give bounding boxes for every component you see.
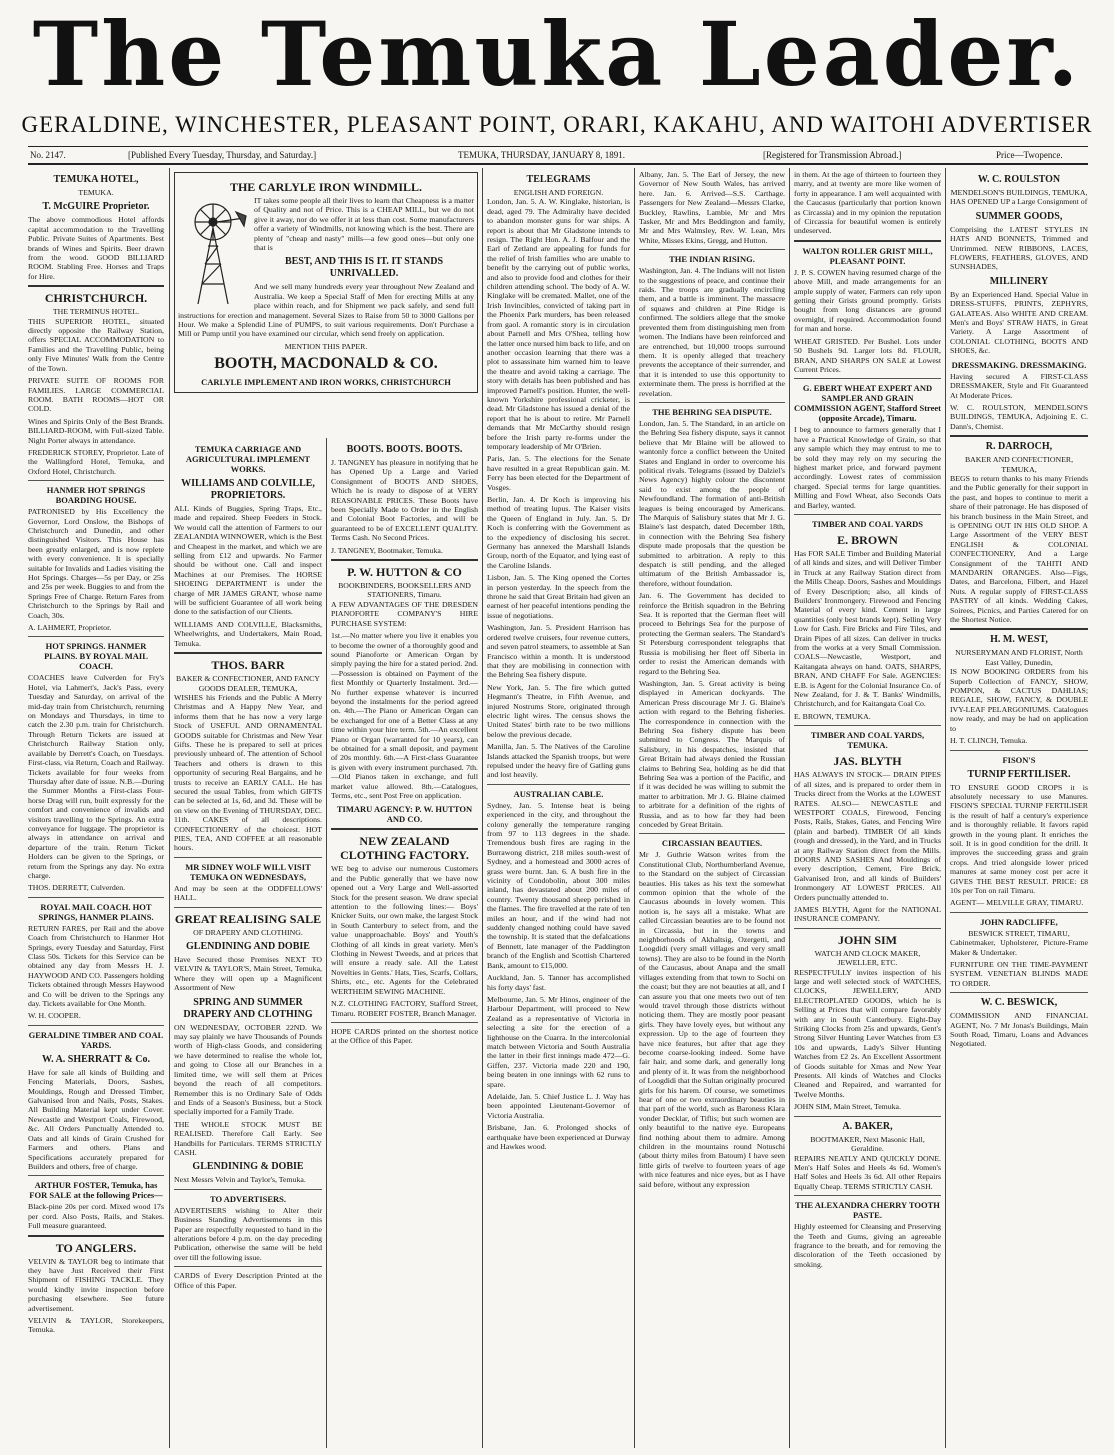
ad-heading: H. M. WEST,: [990, 634, 1048, 646]
news-text: Jan. 6. The Government has decided to reinforce the British squadron in the Behring Sea. It is reported that the German fleet will proceed to Behrings Sea for the purpose of protecting the German sealers. The Standard's St Petersburg correspondent telegraphs that Russia is mobilising her fleet off Siberia in order to resist the American demands with regard to the Behring Sea.: [639, 591, 785, 676]
ad-text: THIS SUPERIOR HOTEL, situated directly opposite the Railway Station, offers SPECIAL ACCOMMODATION to Families and the Travelling Public, being only Five Minutes' Walk from the Centre of the Town.: [28, 316, 164, 373]
ad-text: And may be seen at the ODDFELLOWS' HALL.: [174, 883, 322, 903]
ad-heading: HANMER HOT SPRINGS BOARDING HOUSE.: [46, 485, 146, 506]
ad-text: The above commodious Hotel affords capital accommodation to the Travelling Public. Private Suites of Apartments. Best brands of Wines and Spirits. Beer drawn from the wood. GOOD BILLIARD ROOM. Stabling Free. Horses and Traps for Hire.: [28, 215, 164, 281]
ad-heading: GLENDINING & DOBIE: [192, 1161, 304, 1173]
ad-heading: JOHN SIM: [837, 932, 897, 947]
ad-subheading: NURSERYMAN AND FLORIST, North East Valley, Dunedin,: [955, 648, 1083, 667]
section-heading: TELEGRAMS: [526, 174, 591, 185]
ad-heading: GERALDINE TIMBER AND COAL YARDS.: [28, 1029, 164, 1050]
ad-text: THE WHOLE STOCK MUST BE REALISED. Therefore Call Early. See Handbills for Particulars. TERMS STRICTLY CASH.: [174, 1119, 322, 1157]
ad-subheading: BOOKBINDERS, BOOKSELLERS AND STATIONERS, Timaru.: [338, 581, 471, 600]
ad-heading: ROYAL MAIL COACH. HOT SPRINGS, HANMER PLAINS.: [38, 901, 154, 922]
news-text: Paris, Jan. 5. The elections for the Senate have resulted in a great Republican gain. M. Ferry has been elected for the Department of Vosges.: [487, 454, 630, 492]
section-heading: THE INDIAN RISING.: [669, 254, 755, 265]
ad-heading: MR SIDNEY WOLF WILL VISIT TEMUKA ON WEDNESDAYS,: [185, 861, 311, 882]
ad-heading: WILLIAMS AND COLVILLE, PROPRIETORS.: [181, 478, 315, 501]
column-2: [174, 440, 322, 1448]
ad-heading: TEMUKA CARRIAGE AND AGRICULTURAL IMPLEMENT WORKS.: [185, 444, 311, 474]
ad-text: W. H. COOPER.: [28, 1011, 81, 1021]
masthead: [0, 0, 1114, 145]
ad-heading: THOS. BARR: [211, 658, 285, 673]
ad-heading: W. C. BESWICK,: [980, 997, 1058, 1009]
ad-heading: T. McGUIRE Proprietor.: [42, 201, 150, 213]
ad-text: VELVIN & TAYLOR beg to intimate that they have Just Received their First Shipment of FISHING TACKLE. They would kindly invite inspection before purchasing elsewhere. See future advertisement.: [28, 1256, 164, 1313]
ad-text: E. BROWN, TEMUKA.: [794, 711, 871, 721]
ad-heading: DRESSMAKING. DRESSMAKING.: [951, 359, 1087, 370]
ad-subheading: THE TERMINUS HOTEL.: [52, 307, 140, 317]
ad-text: Has FOR SALE Timber and Building Material of all kinds and sizes, and will Deliver Timber in Truck at any Railway Station direct from the Mills Cheap. Doors, Sashes and Mouldings of Every Description; also, all kinds of Builders' Ironmongery. Firewood and Fencing Material of every kind. Cement in large quantities (only best brands kept). Selling Very Low for Cash. Fire Bricks and Fire Tiles, and Drain Pipes of all sizes. Can deliver in trucks from the works at a very Small Commission. COALS—Newcastle, Westport, and Kaitangata always on hand. OATS, SHARPS, BRAN, AND CHAFF For Sale. AGENCIES: E.B. is Agent for the Colonial Insurance Co. of New Zealand, for J. & T. Banks' Windmills, Christchurch, and for Kaitangata Coal Co.: [794, 548, 941, 709]
column-5: [639, 170, 785, 1448]
windmill-ad: [174, 170, 478, 438]
ad-text: ALL Kinds of Buggies, Spring Traps, Etc., made and repaired. Sheep Feeders in Stock. We would call the attention of Farmers to our ZEALANDIA WINNOWER, which is the Best and Cheapest in the market, and which we are selling from £12 and upwards. No Farmer should be without one. Call and inspect Machines at our Premises. The HORSE SHOEING DEPARTMENT is under the charge of MR JAMES GRANT, whose name will be sufficient Guarantee of all work being done to the satisfaction of our Clients.: [174, 504, 322, 617]
ad-heading: R. DARROCH,: [985, 441, 1053, 453]
ad-heading: TIMARU AGENCY: P. W. HUTTON AND CO.: [336, 804, 473, 825]
newspaper-subtitle: GERALDINE, WINCHESTER, PLEASANT POINT, ORARI, KAKAHU, AND WAITOHI ADVERTISER: [21, 112, 1093, 137]
windmill-illustration: [178, 198, 248, 306]
news-text: Albany, Jan. 5. The Earl of Jersey, the new Governor of New South Wales, has arrived here. Jan. 6. Arrived—S.S. Carthage. Passengers for New Zealand—Messrs Clarke, Buckley, Rawlins, Lambie, Mr and Mrs Tasker, Mr and Mrs Beddington and family, Mr and Mrs Walmsley, Rev. W. Lean, Mrs White, Misses Ekins, Gregg, and Hutton.: [639, 170, 785, 245]
ad-heading: TO ADVERTISERS.: [209, 1193, 287, 1204]
ad-text: By an Experienced Hand. Special Value in DRESS-STUFFS, PRINTS, ZEPHYRS, GALATEAS. Also WHITE AND CREAM. Men's and Boys' STRAW HATS, in Great Variety. A Large Assortment of COLONIAL CLOTHING, BOOTS AND SHOES, &c.: [950, 289, 1088, 356]
news-text: Washington, Jan. 5. Great activity is being displayed in American dockyards. The American Press discourage Mr J. G. Blaine's action with regard to the Behring fisheries. The correspondence in connection with the Behring Sea fishery dispute has been submitted to Congress. The Marquis of Salisbury, in his despatches, insisted that Great Britain had always denied the Russian claims to Behring Sea, holding as he did that Behring Sea was a portion of the Pacific, and if it was decided he was willing to submit the matter to arbitration. Mr J. G. Blaine claimed to arbitrate for a definition of the rights of Russia, and as to how far they had been conceded by Great Britain.: [639, 678, 785, 829]
ad-text: WILLIAMS AND COLVILLE, Blacksmiths, Wheelwrights, and Undertakers, Main Road, Temuka.: [174, 619, 322, 648]
news-text: Washington, Jan. 5. President Harrison has ordered twelve cruisers, four revenue cutters, and seven patrol steamers, to assemble at San Francisco within a month. It is understood that they are mobilising in connection with the Behring Sea fishery dispute.: [487, 623, 630, 680]
ad-subheading: TEMUKA.: [78, 188, 114, 197]
column-1: [28, 170, 164, 1448]
news-text: Brisbane, Jan. 6. Prolonged shocks of earthquake have been experienced at Durway and Hawkes wood.: [487, 1123, 630, 1151]
registration-note: [Registered for Transmission Abroad.]: [763, 150, 902, 160]
ad-heading: THE ALEXANDRA CHERRY TOOTH PASTE.: [795, 1200, 940, 1221]
section-heading: AUSTRALIAN CABLE.: [513, 788, 604, 799]
news-text: Sydney, Jan. 5. Intense heat is being experienced in the city, and throughout the colony generally the temperature ranging from 97 to 113 degrees in the shade. Tremendous bush fires are raging in the Burrawong district, 218 miles south-west of Sydney, and a homestead and 3000 acres of grass were burnt. Jan. 6. A bush fire in the vicinity of Condobolin, about 300 miles inland, has devastated about 200 miles of country. Twenty thousand sheep perished in the flames. The fire travelled at the rate of ten miles an hour, and if the wind had not suddenly changed nothing could have saved the township. It is stated that the defalcations of Bennett, late manager of the Paddington branch of the English and Scottish Chartered Bank, amount to £15,000.: [487, 800, 630, 970]
column-7: [950, 170, 1088, 1448]
ad-text: IT takes some people all their lives to learn that Cheapness is a matter of Quality and not of Price. This is a CHEAP MILL, but we do not give it away, nor do we offer it at less than cost. Some manufacturers offer a variety of Windmills, not knowing which is the best. There are plenty of "cheap and nasty" mills—a few good ones—but only one that is: [254, 196, 474, 253]
ad-text: IS NOW BOOKING ORDERS from his Superb Collection of FANCY, SHOW, POMPON, & CACTUS DAHLIAS; REGALE, SHOW, FANCY, & DOUBLE IVY-LEAF PELARGONIUMS. Catalogues now ready, and may be had on application to: [950, 667, 1088, 733]
section-subheading: ENGLISH AND FOREIGN.: [513, 188, 604, 197]
ad-heading: JOHN RADCLIFFE,: [980, 916, 1058, 927]
ad-text: Having secured A FIRST-CLASS DRESSMAKER, Style and Fit Guaranteed At Moderate Prices.: [950, 371, 1088, 400]
ad-text: WISHES his Friends and the Public A Merry Christmas and A Happy New Year, and informs them that he has now a very large Stock of USEFUL AND ORNAMENTAL GOODS suitable for Christmas and New Year Gifts. These he is prepared to sell at prices previously unheard of. The attention of School Teachers and others is drawn to this opportunity of securing Real Bargains, and he trusts to receive an EARLY CALL. He has secured the usual Tables, from which GIFTS can be selected at 1s, 6d, and 3d. These will be on view on the Evening of THURSDAY, DEC. 11th. CAKES of all descriptions. CONFECTIONERY of the choicest. HOT PIES, TEA, AND COFFEE at all reasonable hours.: [174, 692, 322, 853]
ad-heading: FISON'S: [1002, 754, 1036, 765]
ad-text: REPAIRS NEATLY AND QUICKLY DONE. Men's Half Soles and Heels 4s 6d. Women's Half Soles and Heels 3s 6d. All other Repairs Equally Cheap. TERMS STRICTLY CASH.: [794, 1153, 941, 1191]
ad-text: FREDERICK STOREY, Proprietor. Late of the Wallingford Hotel, Temuka, and Oxford Hotel, Christchurch.: [28, 447, 164, 476]
ad-heading: W. A. SHERRATT & Co.: [42, 1053, 150, 1065]
ad-heading: GREAT REALISING SALE: [174, 911, 322, 926]
ad-text: I beg to announce to farmers generally that I have a Practical Knowledge of Grain, so that any sample which they may entrust to me to be sold they may rely on my securing the highest market price, and forward payment accordingly. Lowest rates of commission charged. Special terms for large quantities. Milling and Fowl Wheat, also Seconds Oats and Barley, wanted.: [794, 425, 941, 510]
ad-heading: TO ANGLERS.: [55, 1240, 137, 1255]
news-text: London, Jan. 5. A. W. Kinglake, historian, is dead, aged 79. The Admiralty have decided to abandon monster guns for war ships. A report is about that Mr Gladstone intends to resign. The Right Hon. A. J. Balfour and the Earl of Zetland are appealing for funds for the relief of Irish families who are unable to benefit by the carrying out of public works, and also to provide food and clothes for their children attending school. The body of A. W. Kinglake will be cremated. Mallet, one of the Irish Invincibles, convicted of taking part in the Phoenix Park murders, has been released from gaol. A romantic story is in circulation about Parnell and Mrs O'Shea, telling how the latter once nursed him back to life, and on another occasion learning that there was a plot to assassinate him warned him to leave the theatre and avoid taking a carriage. The story with details has been published and has improved Parnell's position. Hunter, the well-known Yorkshire professional cricketer, is dead. Mr Gladstone has issued a denial of the report that he is about to retire. Mr Parnell demands that Mr McCarthy should resign before the Irish party re-forms under the temporary leadership of Mr O'Brien.: [487, 197, 630, 451]
ad-text: MENTION THIS PAPER.: [284, 341, 368, 351]
ad-text: ON WEDNESDAY, OCTOBER 22ND. We may say plainly we have Thousands of Pounds worth of High-class Goods, and considering we have determined to realise the whole lot, and going to Close all our Branches in a limited time, we will sell them at Prices beyond the reach of all competitors. Remember this is no Ordinary Sale of Odds and Ends of a Season's Business, but a Stock specially imported for a Family Trade.: [174, 1022, 322, 1117]
issue-info-bar: [28, 146, 1088, 165]
ad-heading: W. C. ROULSTON: [977, 174, 1061, 185]
ad-subheading: BAKER & CONFECTIONER, AND FANCY GOODS DEALER, TEMUKA,: [176, 674, 320, 693]
ad-text: HOPE CARDS printed on the shortest notice at the Office of this Paper.: [331, 1026, 478, 1046]
ad-heading: SUMMER GOODS,: [975, 210, 1063, 222]
ad-heading: WALTON ROLLER GRIST MILL, PLEASANT POINT.: [802, 245, 933, 266]
ad-text: PRIVATE SUITE OF ROOMS FOR FAMILIES. LARGE COMMERCIAL ROOM. BATH ROOMS—HOT OR COLD.: [28, 376, 164, 414]
news-text: in them. At the age of thirteen to fourteen they marry, and at twenty are more like women of forty in appearance. I am well acquainted with the Caucasus (particularly that portion known as Circassia) and in my opinion the reputation of Circassia for beautiful women is entirely undeserved.: [794, 170, 941, 236]
ad-text: RESPECTFULLY invites inspection of his large and well selected stock of WATCHES, CLOCKS, JEWELLERY, AND ELECTROPLATED GOODS, which he is Selling at Prices that will compare favorably with any in South Canterbury. Eight-Day Striking Clocks from 25s and upwards, Gent's Strong Silver Hunting Lever Watches from £3 10s and upwards, Lady's Silver Hunting Watches from £2 2s. An Excellent Assortment of Goods suitable for Xmas and New Year Presents. All kinds of Watches and Clocks Cleaned and Repaired, and warranted for Twelve Months.: [794, 967, 941, 1099]
ad-text: Next Messrs Velvin and Taylor's, Temuka.: [174, 1175, 306, 1185]
news-text: London, Jan. 5. The Standard, in an article on the Behring Sea fishery dispute, says it cannot believe that Mr Blaine will be allowed to wantonly force a conflict between the United States and England in order to overcome his political rivals. Telegrams (issued by Dalziel's News Agency) highly colour the discontent said to exist among the people of Newfoundland. The formation of anti-British leagues is being encouraged by Americans. The Marquis of Salisbury states that Mr J. G. Blaine's last despatch, dated December 18th, in connection with the Behring Sea fishery dispute made proposals that the question be submitted to arbitration. A reply to this despatch is still pending, and the alleged ultimatum of the British Ambassador is, therefore, without foundation.: [639, 418, 785, 588]
ad-text: J. TANGNEY, Bootmaker, Temuka.: [331, 545, 443, 555]
news-text: Mr J. Guthrie Watson writes from the Constitutional Club, Northumberland Avenue, to the Standard on the subject of Circassian beauties. His takes as his text the somewhat common opinion that the whole of the Caucasus abounds in lovely women. This notion is, he says all a mistake. What are called Circassian beauties are to be found not in Circassia, but in the towns and neighborhoods of Akhaltsig, Ozergetti, and Loogdidi (very small villages and very small towns). They are also to be found in the North of the Caucasus, about Anapa and the small villages extending from that town to Sochi on the coast; but they are not beauties at all, and I can assure you that one meets two out of ten would travel through those districts without noticing them. They are mostly poor peasant girls. They have lovely eyes, but without any expression. Up to the age of fourteen they have nice features, but after that age they become coarse-looking indeed. Some have fair hair, and some dark, and generally long and plenty of it. It was from the neighborhood of Loogdidi that the Sultan originally procured girls for his harem. Of course, we sometimes hear of one or two extraordinary beauties in that part of the world, such as Baroness Klara vonder Decklar, of Tiflis; but such women are only beautiful to the native eye. Europeans find nothing about them to admire. Among children in the mountains round Notuschi (about thirty miles from Batoum) I have seen little girls of twelve to fourteen years of age with nice features and nice eyes, but as I have said before, without any expression: [639, 850, 785, 1189]
ad-heading: BOOTS. BOOTS. BOOTS.: [346, 444, 463, 455]
newspaper-title: The Temuka Leader.: [32, 2, 1082, 106]
ad-heading: CHRISTCHURCH.: [44, 291, 148, 306]
ad-heading: TURNIP FERTILISER.: [967, 768, 1071, 780]
ad-text: BEGS to return thanks to his many Friends and the Public generally for their support in the past, and hopes to continue to merit a share of their patronage. He has disposed of his branch business in the Main Street, and is OPENING OUT IN HIS OLD SHOP. A Large Assortment of the VERY BEST ENGLISH & COLONIAL CONFECTIONERY, And a Large Consignment of the TAHITI AND MANDARIN ORANGES. Also—Figs, Dates, and Barcelona, Filbert, and Hazel Nuts. A regular supply of FIRST-CLASS PASTRY of all kinds. Wedding Cakes, Soirees, Picnics, and Parties Catered for on the Shortest Notice.: [950, 473, 1088, 625]
ad-heading: E. BROWN: [837, 532, 898, 547]
ad-text: ADVERTISERS wishing to Alter their Business Standing Advertisements in this Paper are respectfully requested to hand in the alterations before 4 p.m. on the day preceding Publication, otherwise the same will be held over till the following issue.: [174, 1205, 322, 1262]
ad-heading: GLENDINING AND DOBIE: [186, 941, 310, 953]
news-text: Adelaide, Jan. 5. Chief Justice L. J. Way has been appointed Lieutenant-Governor of Victoria Australia.: [487, 1091, 630, 1120]
ad-subheading: BOOTMAKER, Next Masonic Hall, Geraldine.: [810, 1134, 925, 1154]
column-6: [794, 170, 941, 1448]
ad-heading: HOT SPRINGS. HANMER PLAINS. BY ROYAL MAIL COACH.: [44, 641, 148, 672]
ad-heading: TEMUKA HOTEL,: [53, 174, 139, 185]
ad-text: W. C. ROULSTON, MENDELSON'S BUILDINGS, TEMUKA, Adjoining E. C. Dann's, Chemist.: [950, 402, 1088, 431]
ad-text: 1st.—No matter where you live it enables you to become the owner of a thoroughly good and sound Pianoforte or American Organ by simply paying the hire for a stated period. 2nd.—Possession is obtained on Payment of the first Monthly or Quarterly Instalment. 3rd.—No further expense whatever is incurred beyond the instalments for the period agreed on. 4th.—The Piano or American Organ can be exchanged for one of a Better Class at any time within your hire term. 5th.—An excellent Piano or Organ (warranted for 10 years), can be obtained for a small deposit, and payment of 20s monthly. 6th.—A First-class Guarantee is given with every instrument purchased. 7th.—Old Pianos taken in exchange, and full market value allowed. 8th.—Catalogues, Terms, etc., sent Post Free on application.: [331, 631, 478, 800]
news-text: Berlin, Jan. 4. Dr Koch is improving his method of treating lupus. The Kaiser visits the Queen of England in July. Jan. 5. Dr Koch is conferring with the Government as to the expediency of disclosing his secret. Germany has annexed the Marshall Islands Group, north of the Equator, and lying east of the Caroline Islands.: [487, 495, 630, 570]
news-text: Lisbon, Jan. 5. The King opened the Cortes in person yesterday. In the speech from the throne he said that Great Britain had given an earnest of her peaceful intentions pending the issue of negotiations.: [487, 573, 630, 620]
ad-text: Black-pine 20s per cord. Mixed wood 17s per cord. Also Posts, Rails, and Stakes. Full measure guaranteed.: [28, 1202, 164, 1231]
ad-text: RETURN FARES, per Rail and the above Coach from Christchurch to Hanmer Hot Springs, every Tuesday and Saturday, First Class 50s. Tickets for this Service can be obtained any day from Messrs H. J. HAYWOOD AND CO. Passengers holding Tickets obtained through Messrs Haywood and Co will be driven to the Springs any day. Tickets available for One Month.: [28, 923, 164, 1009]
issue-dateline: TEMUKA, THURSDAY, JANUARY 8, 1891.: [458, 150, 626, 160]
ad-text: WE beg to advise our numerous Customers and the Public generally that we have now opened out a Very Large and Well-assorted Stock for the present season. We draw special attention to the following lines:— Boys' Knicker Suits, our own make, the largest Stock in South Canterbury to select from, and the value unapproachable. Boys' and Youth's Clothing of all kinds in great variety. Men's Clothing in Newest Tweeds, and at prices that will ensure a ready sale. All the Latest Novelties in Gents.' Hats, Ties, Scarfs, Collars, Shirts, etc., etc. Agents for the Celebrated WERTHEIM SEWING MACHINE.: [331, 864, 478, 996]
section-heading: THE BEHRING SEA DISPUTE.: [652, 406, 772, 417]
ad-text: Comprising the LATEST STYLES IN HATS AND BONNETS, Trimmed and Untrimmed. NEW RIBBONS, LACES, FLOWERS, FEATHERS, GLOVES, AND SUNSHADES,: [950, 224, 1088, 272]
ad-text: Cabinetmaker, Upholsterer, Picture-Frame Maker & Undertaker.: [950, 938, 1088, 957]
column-3: [331, 440, 478, 1448]
ad-text: H. T. CLINCH, Temuka.: [950, 736, 1028, 746]
ad-text: FURNITURE ON THE TIME-PAYMENT SYSTEM. VENETIAN BLINDS MADE TO ORDER.: [950, 960, 1088, 988]
ad-subheading: WATCH AND CLOCK MAKER, JEWELLER, ETC.: [814, 948, 921, 968]
ad-text: JAMES BLYTH, Agent for the NATIONAL INSURANCE COMPANY.: [794, 904, 941, 924]
ad-subheading: BESWICK STREET, TIMARU,: [968, 928, 1070, 938]
news-text: New York, Jan. 5. The fire which gutted Hegmann's Theatre, in Fifth Avenue, and injured Nostrums Store, originated through electric light wires. The census shows the United States' birth rate to be two millions below the previous decade.: [487, 682, 630, 739]
ad-subheading: BAKER AND CONFECTIONER, TEMUKA,: [964, 455, 1074, 474]
ad-heading: P. W. HUTTON & CO: [347, 565, 462, 580]
ad-text: JOHN SIM, Main Street, Temuka.: [794, 1102, 901, 1112]
ad-heading: ARTHUR FOSTER, Temuka, has FOR SALE at the following Prices—: [29, 1180, 163, 1201]
ad-subheading: MENDELSON'S BUILDINGS, TEMUKA,: [950, 188, 1088, 197]
news-text: Auckland, Jan. 5. Tanner has accomplished his forty days' fast.: [487, 973, 630, 992]
ad-heading: TIMBER AND COAL YARDS: [811, 518, 924, 529]
ad-text: Have Secured those Premises NEXT TO VELVIN & TAYLOR'S, Main Street, Temuka, Where they will open up a Magnificent Assortment of New: [174, 955, 322, 993]
ad-text: PATRONISED by His Excellency the Governor, Lord Onslow, the Bishops of Christchurch and Dunedin, and other distinguished Visitors. This House has been greatly enlarged, and is now replete with every convenience. It is specially suitable for Invalids and Ladies visiting the Hot Springs. Charges—5s per Day, or 25s and 25s per week. Buggies to and from the Springs Free of Charge. Return Fares from Christchurch to the Springs by Rail and Coach, 30s.: [28, 507, 164, 620]
ad-text: J. TANGNEY has pleasure in notifying that he has Opened Up a Large and Varied Consignment of BOOTS AND SHOES, Which he is ready to dispose of at VERY REASONABLE PRICES. These Boots have been Specially Made to Order in the English and Colonial Boot Factories, and will be guaranteed to be of EXCELLENT QUALITY. Terms Cash. No Second Prices.: [331, 458, 478, 543]
ad-heading: SPRING AND SUMMER DRAPERY AND CLOTHING: [183, 996, 313, 1020]
ad-text: WHEAT GRISTED. Per Bushel. Lots under 50 Bushels 9d. Larger lots 8d. FLOUR, BRAN, AND SHARPS ON SALE at Lowest Current Prices.: [794, 336, 941, 374]
ad-text: TO ENSURE GOOD CROPS it is absolutely necessary to use Manures. FISON'S SPECIAL TURNIP FERTILISER is the result of half a century's experience and is thoroughly reliable. It favors rapid growth in the young plant. It enriches the soil. It is in good condition for the drill. It improves the succeeding grass and grain crops. And tried alongside lower priced manures at same money cost per acre it GIVES THE BEST RESULT. PRICE: £8 10s per Ton on rail Timaru.: [950, 782, 1088, 895]
news-text: Washington, Jan. 4. The Indians will not listen to the suggestions of peace, and continue their raids. The troops are gradually encircling them, and a battle is imminent. The massacre of squaws and children at Pine Ridge is confirmed. The soldiers allege that the smoke prevented them from distinguishing men from women. The Indians have been reinforced and are entrenched, but 10,000 troops surround them. It is openly alleged that treachery prevents the acceptance of their surrender, and that it is intended to use this opportunity to exterminate them. The press is horrified at the revelation.: [639, 266, 785, 398]
ad-text: COMMISSION AND FINANCIAL AGENT, No. 7 Mr Jonas's Buildings, Main South Road, Timaru, Loans and Advances Negotiated.: [950, 1011, 1088, 1049]
section-heading: CIRCASSIAN BEAUTIES.: [661, 838, 763, 849]
ad-text: And we sell many hundreds every year throughout New Zealand and Australia. We keep a Special Staff of Men for erecting Mills at any place within reach, and for Shipment we pack safely, and send full instructions for erection and management. Several Sizes to Raise from 50 to 3000 Gallons per Hour. We make a Splendid Line of PUMPS, to suit various requirements. Don't Purchase a Mill or Pump until you have examined our circular, which send freely on application.: [178, 282, 474, 339]
news-text: Manilla, Jan. 5. The Natives of the Caroline Islands attacked the Spanish troops, but were repulsed under the heavy fire of Gatling guns and lost heavily.: [487, 742, 630, 780]
ad-heading: G. EBERT WHEAT EXPERT AND SAMPLER AND GRAIN COMMISSION AGENT, Stafford Street (opposite Arcade), Timaru.: [794, 383, 941, 424]
ad-heading: NEW ZEALAND CLOTHING FACTORY.: [340, 834, 469, 863]
column-4: [487, 170, 630, 1448]
ad-text: Wines and Spirits Only of the Best Brands. BILLIARD-ROOM, with Full-sized Table. Night Porter always in attendance.: [28, 416, 164, 445]
ad-text: A. LAHMERT, Proprietor.: [28, 623, 112, 633]
ad-text: N.Z. CLOTHING FACTORY, Stafford Street, Timaru. ROBERT FOSTER, Branch Manager.: [331, 999, 478, 1018]
ad-text: COACHES leave Culverden for Fry's Hotel, via Lahmert's, Jack's Pass, every Tuesday and Saturday, on arrival of the mid-day train from Christchurch, returning on Mondays and Thursdays, in time to catch the 2.30 p.m. train for Christchurch. Through Return Tickets are issued at Christchurch Railway Station only, available by Derrett's Coach, on Tuesdays. First-class, via Return, Coach and Railway. Tickets available for four weeks from Thursday after date of issue. N.B.—During the Summer Months a First-class Four-horse Drag will run, built expressly for the comfort and convenience of invalids and visitors travelling to the Springs. An extra conveyance for luggage. The proprietor is always in attendance on arrival and departure of the train. Return Ticket Holders can be given to the Springs, or return from the Springs any day. No extra charge.: [28, 673, 164, 880]
ad-text: Highly esteemed for Cleansing and Preserving the Teeth and Gums, giving an agreeable fragrance to the breath, and for removing the discoloration of the Teeth occasioned by smoking.: [794, 1222, 941, 1269]
ad-heading: A. BAKER,: [842, 1120, 893, 1132]
ad-text: HAS ALWAYS IN STOCK— DRAIN PIPES of all sizes, and is prepared to order them in Trucks direct from the Works at the LOWEST RATES. ALSO— NEWCASTLE and WESTPORT COALS, Firewood, Fencing Posts, Rails, Stakes, Gates, and Fencing Wire (plain and barbed). TIMBER Of all kinds (rough and dressed), in the Yard, and in Trucks at any Railway Station direct from the Mills. DOORS AND SASHES And Mouldings of every description, Cement, Fire Brick, Galvanised Iron, and all kinds of Builders' Ironmongery AT LOWEST PRICES. All Orders punctually attended to.: [794, 770, 941, 902]
ad-text: A FEW ADVANTAGES OF THE DRESDEN PIANOFORTE COMPANY'S HIRE PURCHASE SYSTEM:: [331, 599, 478, 628]
ad-heading: MILLINERY: [989, 275, 1049, 287]
ad-text: HAS OPENED UP a Large Consignment of: [950, 197, 1088, 207]
ad-heading: THE CARLYLE IRON WINDMILL.: [229, 180, 423, 194]
ad-subheading: OF DRAPERY AND CLOTHING.: [193, 927, 303, 937]
ad-text: VELVIN & TAYLOR, Storekeepers, Temuka.: [28, 1315, 164, 1335]
ad-heading: BEST, AND THIS IS IT. IT STANDS UNRIVALLED.: [284, 256, 444, 280]
ad-heading: TIMBER AND COAL YARDS, TEMUKA.: [810, 730, 925, 751]
ad-text: THOS. DERRETT, Culverden.: [28, 883, 126, 893]
ad-text: J. P. S. COWEN having resumed charge of the above Mill, and made arrangements for an ample supply of water, Farmers can rely upon getting their Grists ground promptly. Grists bought from long distances are ground overnight, if required. Accommodation found for man and horse.: [794, 267, 941, 334]
ad-text: AGENT— MELVILLE GRAY, TIMARU.: [950, 898, 1084, 908]
ad-heading: BOOTH, MACDONALD & CO.: [214, 355, 438, 373]
ad-subheading: CARLYLE IMPLEMENT AND IRON WORKS, CHRISTCHURCH: [201, 377, 451, 388]
publication-schedule: [Published Every Tuesday, Thursday, and Saturday.]: [128, 150, 317, 160]
ad-text: CARDS of Every Description Printed at the Office of this Paper.: [174, 1271, 322, 1290]
issue-number: No. 2147.: [30, 150, 66, 160]
issue-price: Price—Twopence.: [996, 150, 1063, 160]
news-text: Melbourne, Jan. 5. Mr Hinos, engineer of the Harbour Department, will proceed to New Zealand as a representative of Victoria in selecting a site for the erection of a lighthouse on the Cuarra. In the intercolonial match between Victoria and South Australia the latter in their first innings made 472—G. Giffen, 237. Victoria made 220 and 190, being beaten in one innings with 62 runs to spare.: [487, 994, 630, 1089]
ad-heading: JAS. BLYTH: [833, 754, 902, 769]
ad-text: Have for sale all kinds of Building and Fencing Materials, Doors, Sashes, Mouldings, Rough and Dressed Timber, Galvanised Iron and Nails, Posts, Stakes. All Building Material kept under Cover. Newcastle and Westport Coals, Firewood, &c. All Orders Punctually Attended to. Oats and all kinds of Grain Crushed for Farmers and others. Plans and Specifications accurately prepared for Builders and others, free of charge.: [28, 1067, 164, 1171]
